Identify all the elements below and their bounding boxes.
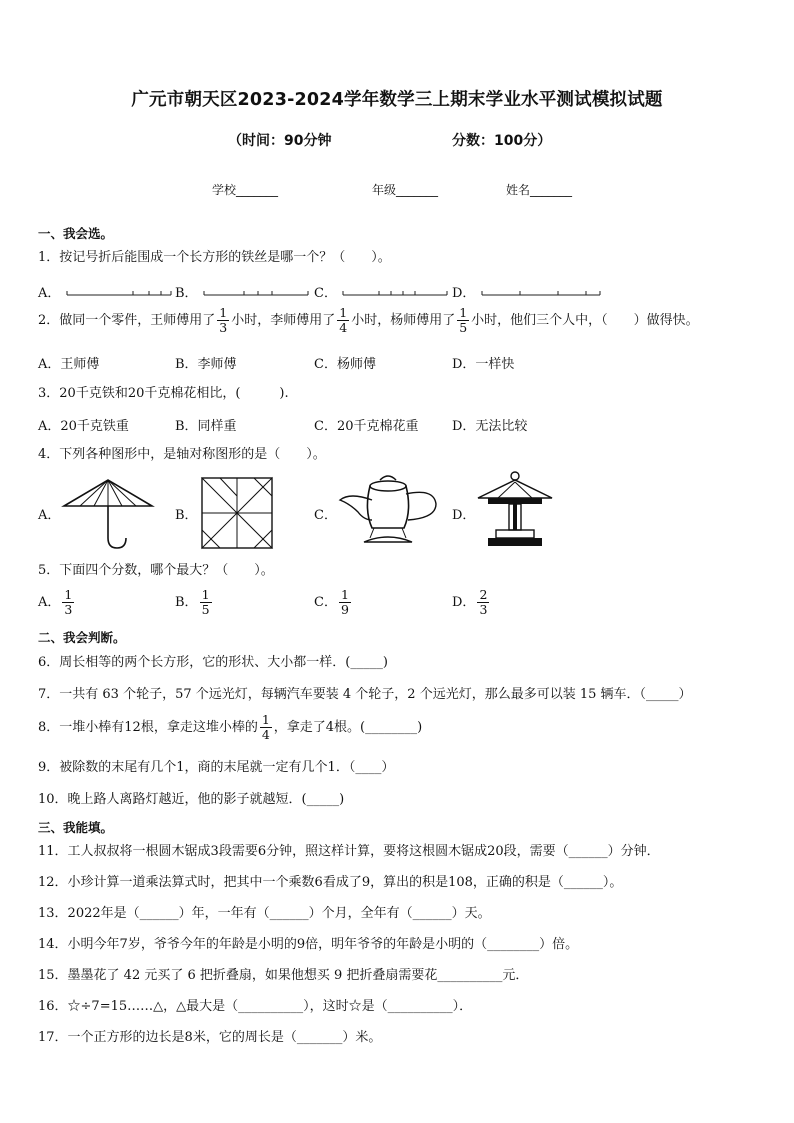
denominator: 4 (339, 320, 348, 335)
question-14: 14．小明今年7岁，爷爷今年的年龄是小明的9倍，明年爷爷的年龄是小明的（________）倍。 (38, 937, 579, 952)
denominator: 4 (261, 727, 270, 742)
page-title: 广元市朝天区2023-2024学年数学三上期末学业水平测试模拟试题 (131, 90, 663, 110)
q5-option-b[interactable] (175, 588, 214, 617)
wire-d-icon (480, 289, 602, 299)
numerator: 1 (459, 305, 468, 320)
q4-option-c[interactable]: C． (314, 508, 337, 523)
option-label: D． (452, 595, 476, 610)
numerator: 1 (261, 712, 270, 727)
option-label: D． (452, 286, 476, 301)
question-8 (38, 713, 422, 742)
wire-b-icon (202, 289, 310, 299)
question-15: 15．墨墨花了 42 元买了 6 把折叠扇，如果他想买 9 把折叠扇需要花__________元． (38, 968, 529, 983)
numerator: 1 (339, 305, 348, 320)
denominator: 3 (64, 602, 73, 617)
numerator: 1 (64, 587, 73, 602)
school-field[interactable]: 学校_______ (212, 183, 279, 197)
question-13: 13．2022年是（______）年，一年有（______）个月，全年有（______）天。 (38, 906, 491, 921)
numerator: 1 (201, 587, 210, 602)
q2-option-d[interactable]: D．一样快 (452, 357, 515, 372)
q3-option-d[interactable]: D．无法比较 (452, 419, 528, 434)
q1-option-c[interactable] (314, 282, 449, 301)
option-label: A． (38, 286, 61, 301)
option-label: B． (175, 595, 198, 610)
numerator: 2 (479, 587, 488, 602)
q2-option-b[interactable]: B．李师傅 (175, 357, 237, 372)
q4-option-b[interactable]: B． (175, 508, 198, 523)
q3-option-b[interactable]: B．同样重 (175, 419, 237, 434)
umbrella-icon (60, 474, 156, 554)
exam-score: 分数：100分） (452, 133, 552, 149)
question-3: 3．20千克铁和20千克棉花相比，( ). (38, 386, 289, 401)
section-heading-choice: 一、我会选。 (38, 226, 114, 241)
q1-option-b[interactable] (175, 282, 310, 301)
q3-option-a[interactable]: A．20千克铁重 (38, 419, 129, 434)
name-field[interactable]: 姓名_______ (506, 183, 573, 197)
q5-option-d[interactable] (452, 588, 491, 617)
q5-option-a[interactable] (38, 588, 76, 617)
q2-text-3: 小时，杨师傅用了 (351, 313, 456, 328)
pinwheel-icon (198, 474, 276, 552)
question-9: 9．被除数的末尾有几个1，商的末尾就一定有几个1．（____） (38, 760, 395, 775)
question-5: 5．下面四个分数，哪个最大？（ ）。 (38, 563, 274, 578)
q5-option-c[interactable] (314, 588, 353, 617)
option-label: C． (314, 595, 337, 610)
fraction (217, 306, 229, 335)
denominator: 3 (219, 320, 228, 335)
section-heading-judge: 二、我会判断。 (38, 630, 126, 645)
question-16: 16．☆÷7=15……△，△最大是（__________），这时☆是（__________）． (38, 999, 473, 1014)
question-12: 12．小珍计算一道乘法算式时，把其中一个乘数6看成了9，算出的积是108，正确的积是（______）。 (38, 875, 623, 890)
denominator: 5 (201, 602, 210, 617)
question-1: 1．按记号折后能围成一个长方形的铁丝是哪一个？（ ）。 (38, 250, 391, 265)
denominator: 5 (459, 320, 468, 335)
numerator: 1 (340, 587, 349, 602)
q2-option-a[interactable]: A．王师傅 (38, 357, 100, 372)
exam-time: （时间：90分钟 (228, 133, 332, 149)
option-label: B． (175, 286, 198, 301)
question-7: 7．一共有 63 个轮子，57 个远光灯，每辆汽车要装 4 个轮子，2 个远光灯，那么最多可以装 15 辆车．（_____） (38, 687, 692, 702)
q1-option-a[interactable] (38, 282, 173, 301)
q2-text-4: 小时，他们三个人中，（ ）做得快。 (471, 313, 699, 328)
fraction (337, 306, 349, 335)
fraction (62, 588, 74, 617)
option-label: C． (314, 286, 337, 301)
q2-text-2: 小时，李师傅用了 (231, 313, 336, 328)
question-2 (38, 306, 699, 335)
question-17: 17．一个正方形的边长是8米，它的周长是（_______）米。 (38, 1030, 382, 1045)
q8-text-1: 8．一堆小棒有12根，拿走这堆小棒的 (38, 720, 258, 735)
q1-option-d[interactable] (452, 282, 602, 301)
grade-field[interactable]: 年级_______ (372, 183, 439, 197)
fraction (477, 588, 489, 617)
question-4: 4．下列各种图形中，是轴对称图形的是（ ）。 (38, 447, 326, 462)
question-10: 10．晚上路人离路灯越近，他的影子就越短．(_____) (38, 792, 345, 807)
q8-text-2: ，拿走了4根。(________) (273, 720, 423, 735)
numerator: 1 (219, 305, 228, 320)
section-heading-fill: 三、我能填。 (38, 820, 114, 835)
wire-a-icon (65, 289, 173, 299)
q2-text-1: 2．做同一个零件，王师傅用了 (38, 313, 216, 328)
teapot-icon (336, 470, 440, 554)
fraction (457, 306, 469, 335)
denominator: 9 (340, 602, 349, 617)
question-11: 11．工人叔叔将一根圆木锯成3段需要6分钟，照这样计算，要将这根圆木锯成20段，需要（______）分钟． (38, 844, 660, 859)
denominator: 3 (479, 602, 488, 617)
wire-c-icon (341, 289, 449, 299)
q3-option-c[interactable]: C．20千克棉花重 (314, 419, 419, 434)
q4-option-d[interactable]: D． (452, 508, 476, 523)
q4-option-a[interactable]: A． (38, 508, 61, 523)
fraction (200, 588, 212, 617)
fraction (260, 713, 272, 742)
lamp-icon (474, 470, 556, 554)
question-6: 6．周长相等的两个长方形，它的形状、大小都一样．(_____) (38, 655, 388, 670)
fraction (339, 588, 351, 617)
option-label: A． (38, 595, 61, 610)
q2-option-c[interactable]: C．杨师傅 (314, 357, 376, 372)
